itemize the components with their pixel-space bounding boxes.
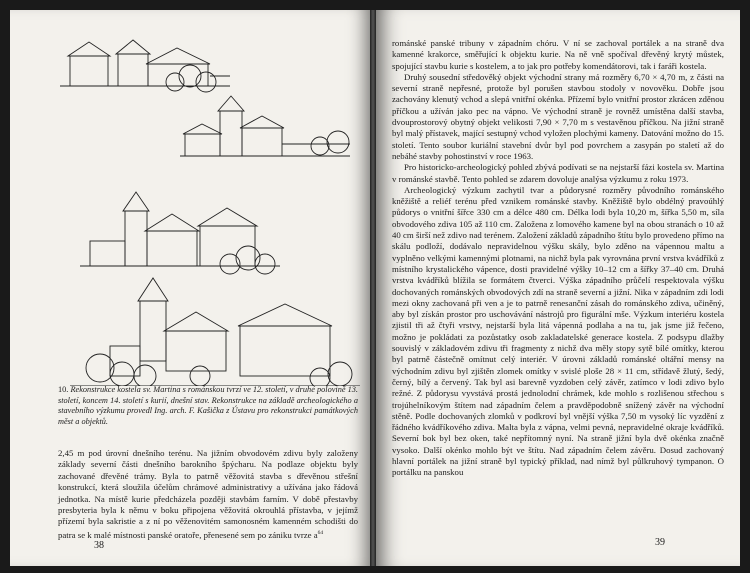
reconstruction-12th-century — [60, 40, 230, 92]
church-reconstruction-illustration — [60, 36, 360, 386]
figure-number: 10. — [58, 385, 69, 394]
left-body-text — [58, 448, 358, 541]
book-gutter — [370, 10, 376, 566]
right-paragraph-4: Archeologický výzkum zachytil tvar a půdorysné rozměry původního románského kněžiště a reliéf terénu před vznikem románské stavby. Kněžiště bylo obdélný pravoúhlý půdorys o vnitřní šířce 330 cm a délce 480 cm. Délka lodi byla 10,20 m, šířka 5,50 m, síla obvodového zdiva 105 až 110 cm. Založena z lomového kamene byl na obou stranách o 10 až 40 cm širší než zdivo nad terénem. Založení základů západního štítu bylo provedeno přímo na skálu podloží, dodávalo nepravidelnou výšku skály, bylo zděno na vápennou maltu a vyplněno velkými kamennými plotnami, na nichž byla pak vyrovnána první vrstva kvádříků z místního krystalického vápence, dosti pravidelné výšky 10–12 cm a šířky 37–40 cm. Druhá vrstva kvádříků blížila se formátem čtverci. Výška západního průčelí respektovala výšku dochovaných románských obvodových zdí na straně severní a jižní. Nika v západním zdi lodi mezi okny zachovaná při ven a je to patrně renesanční zásah do románského zdiva, učiněný, aby byl získán prostor pro uschovávání nástrojů pro figurální mše. Výzkum interiéru kostela zjistil tři až čtyři vrstvy, nejstarší byla litá vápenná podlaha a na tu, jak jsme již řečeno, možno je pokládati za pozůstatky osob zakladatelské generace kostela. Z podsypu dlažby souvislý v základovém zdivu tři fragmenty z nichž dva měly stopy sytě bílé omítky, kterou byl patrně částečně omítnut celý interiér. V úrovni základů románské oltářní mensy na východním zdivu byl zjištěn zlomek omítky v svislé ploše 28 × 11 cm, střídavě žlutý, šedý, černý, bílý a červený. Tak byl asi barevně vyzdoben celý závěr, zatímco v lodi zdivo bylo režné. Z půdorysu vyvstává prostá jednolodní chrámek, kde mohlo s rozlišenou střechou s trojúhelníkovým štítem nad západním čelem a pravděpodobně snížený závěr na východní stěně. Podle dochovaných zlomků v podkroví byl vnější výška 7,50 m vysoký líc vyzdění z řádného kvádříkového zdiva. Malta byla z vápna, velmi pevná, nepravidelné okraje kvádříků. Severní bok byl bez oken, také nepřítomný nyní. Na straně jižní byla dvě okénka značně vysoko. Další okénko mohlo být ve štítu. Nad západním čelem závěru. Dosud zachovaný hlavní portálek na jižní straně byl typický příklad, nad nímž byl půlkruhový tympanon. O portálku na panskou — [392, 184, 724, 478]
left-paragraph-text: 2,45 m pod úrovní dnešního terénu. Na jižním obvodovém zdivu byly založeny základy severní části dnešního barokního špýcharu. Na podlaze objektu byly zachované dřevěné trámy. Byla to patrně věžovitá stavba s dřevěnou střešní konstrukcí, která sloužila účelům chrámové administrativy a užívána jako řádová jednotka. Na místě kurie předcházela později stavbám farním. V době přestavby presbyteria byla k němu v boku připojena věžovitá okrouhlá přístavba, v jejímž přízemí byla sakristie a z ní po věženovitém samonosném kamenném schodišti do patra se k malé místnosti panské oratoře, přenesené sem po zániku tvrze a — [58, 448, 358, 540]
footnote-ref: 64 — [317, 529, 324, 536]
right-paragraph-3: Pro historicko-archeologický pohled zbývá podívati se na nejstarší fázi kostela sv. Martina v románské stavbě. Tento pohled se zdarem dovoluje analýsa výzkumu z roku 1973. — [392, 162, 724, 184]
right-paragraph-1: románské panské tribuny v západním chóru. V ní se zachoval portálek a na straně dva kamenné krakorce, směřující k objektu kurie. Na ně vně spočíval dřevěný krytý můstek, spojující stavbu kurie s kostelem, a to jak pro potřeby komendátorovi, tak i faráři kostela. — [392, 38, 724, 71]
right-body-text — [392, 38, 724, 479]
figure-caption-text: Rekonstrukce kostela sv. Martina s románskou tvrzí ve 12. století, v druhé polovině 13. století, koncem 14. století s kurií, dnešní stav. Rekonstrukce na základě archeologického a stavebního výzkumu provedl Ing. arch. F. Kašička z Ústavu pro rekonstrukci památkových měst a objektů. — [58, 385, 358, 426]
figure-caption — [58, 385, 358, 427]
page-number-right: 39 — [655, 537, 665, 548]
present-state — [70, 278, 360, 386]
page-number-left: 38 — [94, 540, 104, 551]
reconstruction-14th-century — [80, 192, 280, 274]
left-paragraph — [58, 448, 358, 541]
right-paragraph-2: Druhý sousední středověký objekt východní strany má rozměry 6,70 × 4,70 m, z části na severní straně nepřesné, protože byl porušen stavbou stodoly v novověku. Dobře jsou zachovány klenutý vchod a slepá vnitřní okénka. Přízemí bylo vnitřní prostor zkrácen zděnou příčkou a užíván jako pec na vápno. Ve východní straně je rovněž umístěna další stavba, dvouprostorový obytný objekt velikosti 7,90 × 7,70 m s vestavěnou příčkou. Na jižní straně byl malý přístavek, mající sestupný vchod vyložen plochými kameny. Datování možno do 15. století. Tento soubor kuriální stavební dvůr byl pod povrchem a zasypán po staletí až do nebáhé stavby pohostinství v roce 1963. — [392, 71, 724, 161]
reconstruction-13th-century — [180, 96, 350, 156]
